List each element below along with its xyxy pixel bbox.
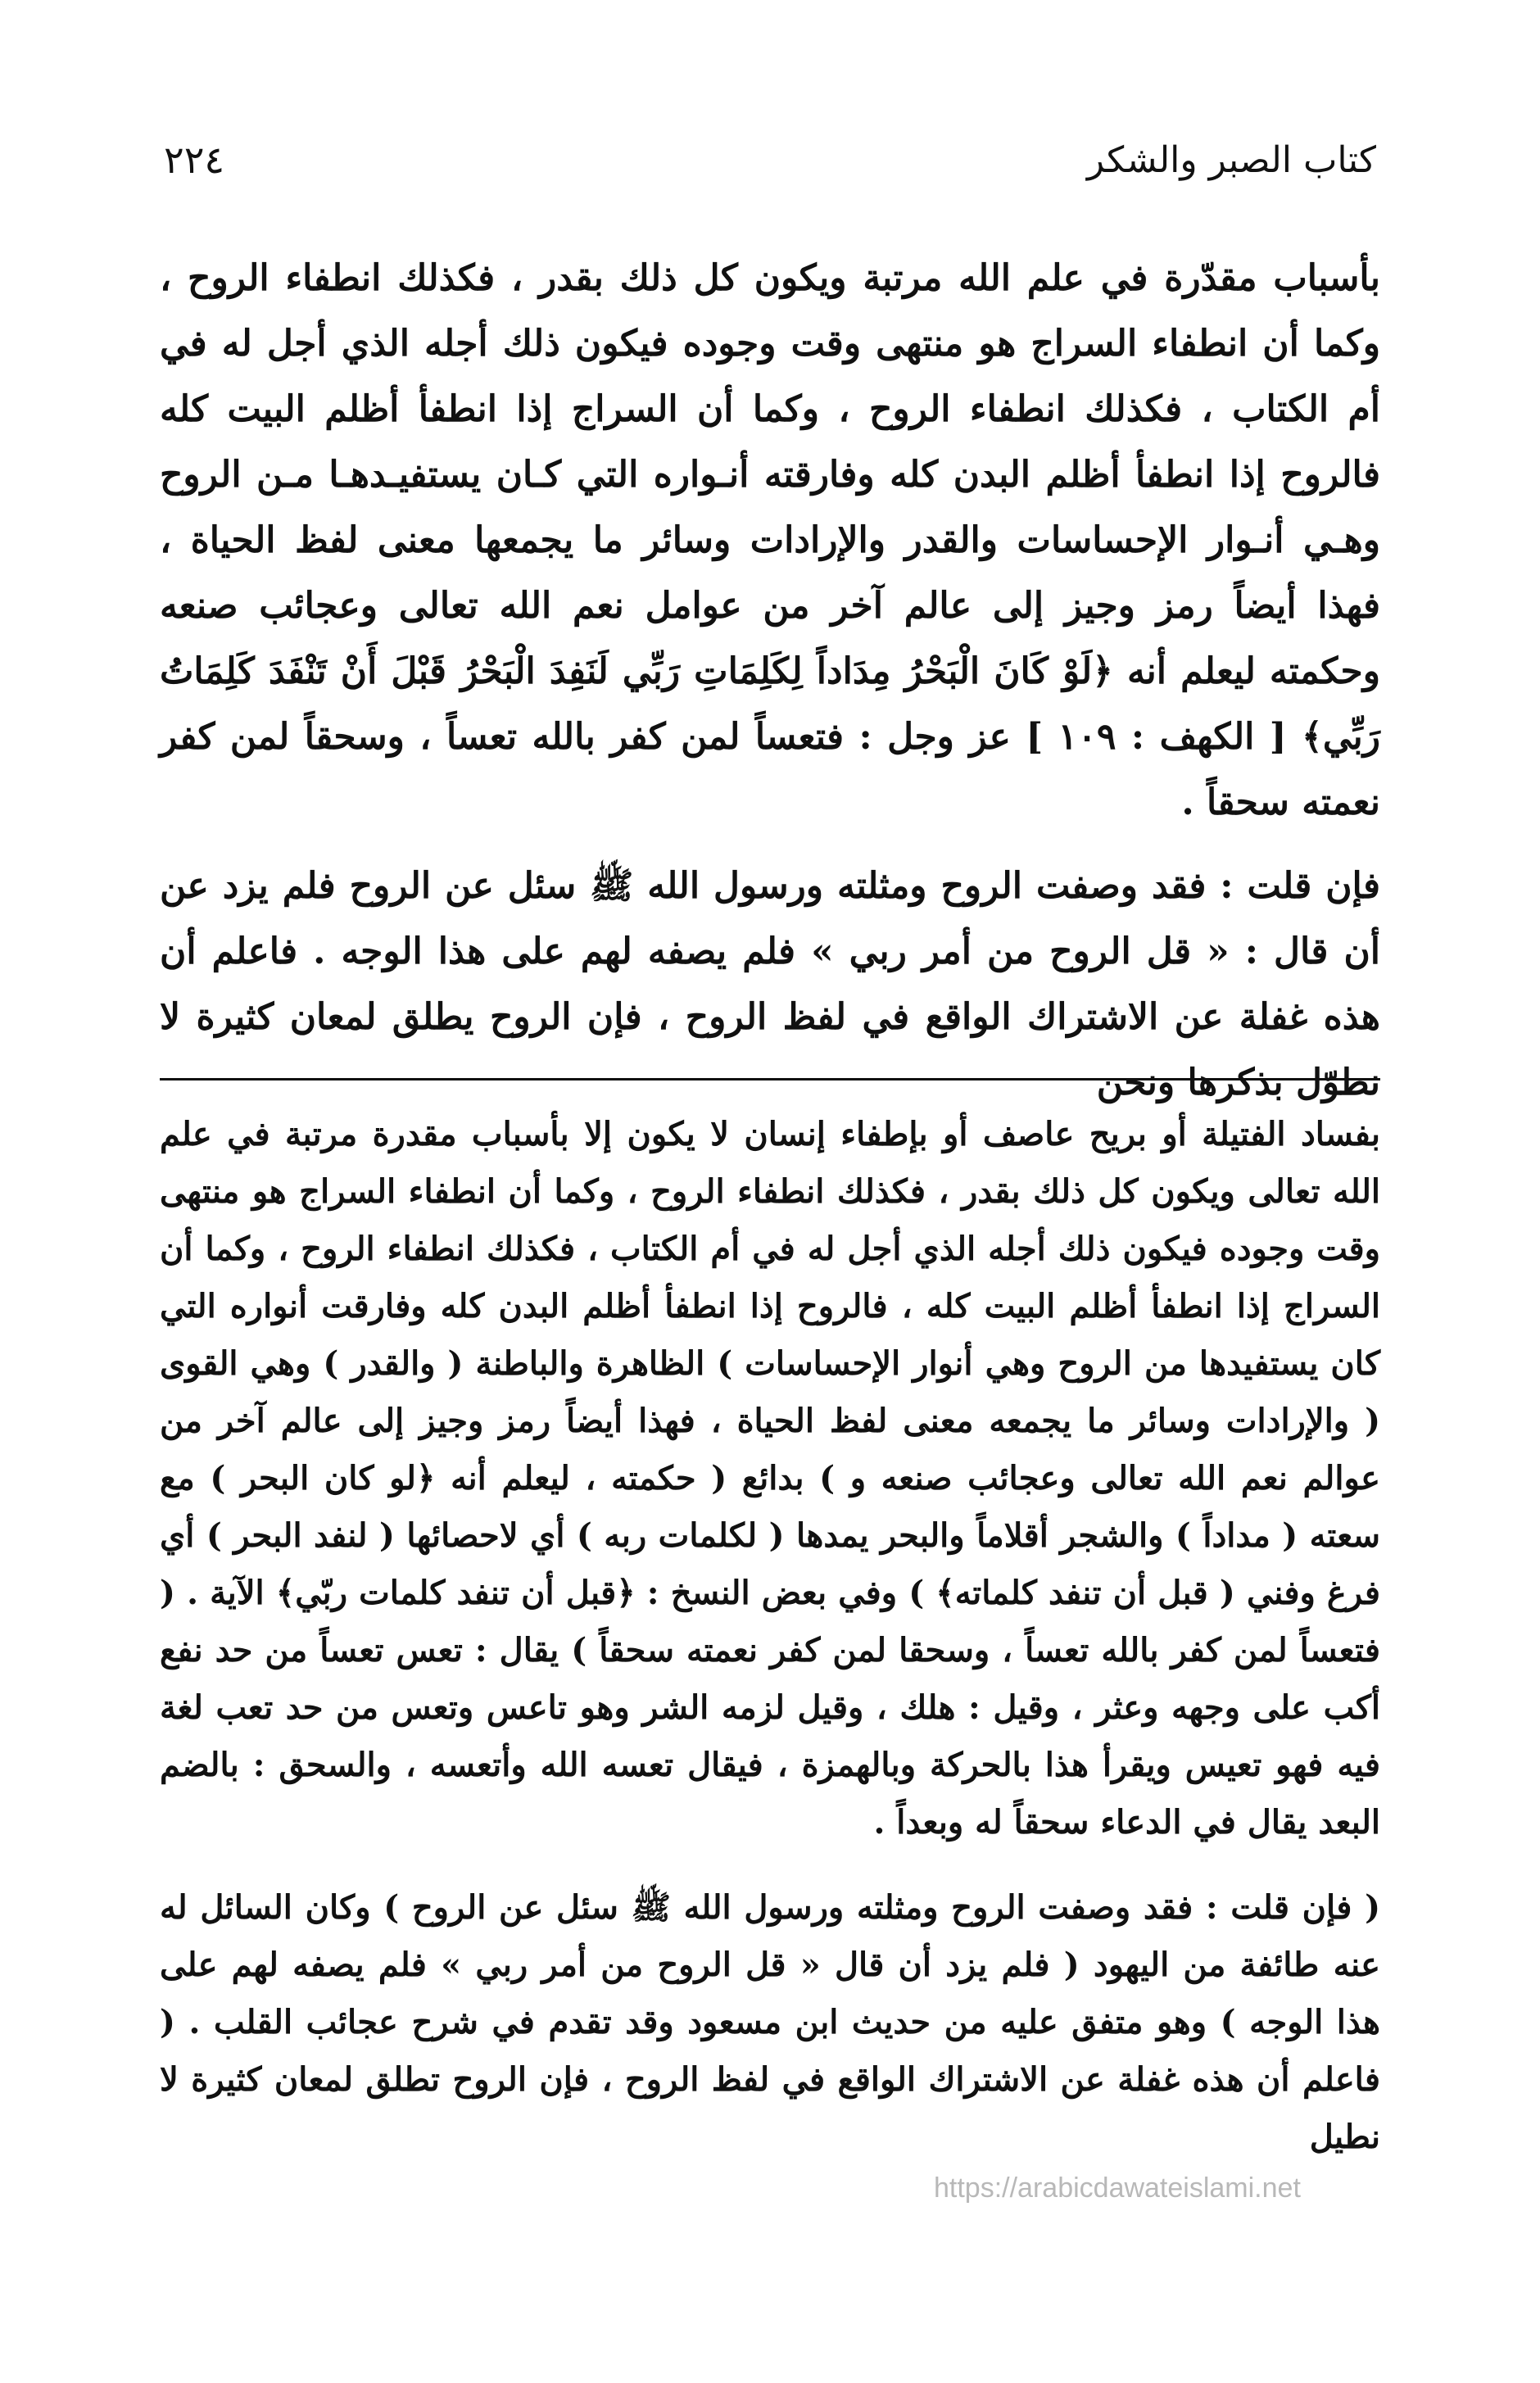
page-number: ٢٢٤	[164, 138, 225, 182]
commentary-text	[160, 1106, 1380, 2194]
commentary-paragraph: ( فإن قلت : فقد وصفت الروح ومثلته ورسول الله ﷺ سئل عن الروح ) وكان السائل له عنه طائفة من اليهود ( فلم يزد أن قال « قل الروح من أمر ربي » فلم يصفه لهم على هذا الوجه ) وهو متفق عليه من حديث ابن مسعود وقد تقدم في شرح عجائب القلب . ( فاعلم أن هذه غفلة عن الاشتراك الواقع في لفظ الروح ، فإن الروح تطلق لمعان كثيرة لا نطيل	[160, 1888, 1380, 2156]
page-header	[164, 131, 1376, 188]
footnote-divider	[160, 1078, 1380, 1081]
book-title: كتاب الصبر والشكر	[1086, 138, 1376, 181]
main-text	[160, 246, 1380, 1134]
main-paragraph: فإن قلت : فقد وصفت الروح ومثلته ورسول الله ﷺ سئل عن الروح فلم يزد عن أن قال : « قل الروح من أمر ربي » فلم يصفه لهم على هذا الوجه . فاعلم أن هذه غفلة عن الاشتراك الواقع في لفظ الروح ، فإن الروح يطلق لمعان كثيرة لا نطوّل بذكرها ونحن	[160, 865, 1380, 1103]
main-paragraph: بأسباب مقدّرة في علم الله مرتبة ويكون كل ذلك بقدر ، فكذلك انطفاء الروح ، وكما أن انطفاء السراج هو منتهى وقت وجوده فيكون ذلك أجله الذي أجل له في أم الكتاب ، فكذلك انطفاء الروح ، وكما أن السراج إذا انطفأ أظلم البيت كله فالروح إذا انطفأ أظلم البدن كله وفارقته أنـواره التي كـان يستفيـدهـا مـن الروح وهـي أنـوار الإحساسات والقدر والإرادات وسائر ما يجمعها معنى لفظ الحياة ، فهذا أيضاً رمز وجيز إلى عالم آخر من عوامل نعم الله تعالى وعجائب صنعه وحكمته ليعلم أنه ﴿لَوْ كَانَ الْبَحْرُ مِدَاداً لِكَلِمَاتِ رَبِّي لَنَفِدَ الْبَحْرُ قَبْلَ أَنْ تَنْفَدَ كَلِمَاتُ رَبِّي﴾ [ الكهف : ١٠٩ ] عز وجل : فتعساً لمن كفر بالله تعساً ، وسحقاً لمن كفر نعمته سحقاً .	[160, 257, 1380, 823]
commentary-paragraph: بفساد الفتيلة أو بريح عاصف أو بإطفاء إنسان لا يكون إلا بأسباب مقدرة مرتبة في علم الله تعالى ويكون كل ذلك بقدر ، فكذلك انطفاء الروح ، وكما أن انطفاء السراج هو منتهى وقت وجوده فيكون ذلك أجله الذي أجل له في أم الكتاب ، فكذلك انطفاء الروح ، وكما أن السراج إذا انطفأ أظلم البيت كله ، فالروح إذا انطفأ أظلم البدن كله وفارقت أنواره التي كان يستفيدها من الروح وهي أنوار الإحساسات ) الظاهرة والباطنة ( والقدر ) وهي القوى ( والإرادات وسائر ما يجمعه معنى لفظ الحياة ، فهذا أيضاً رمز وجيز إلى عالم آخر من عوالم نعم الله تعالى وعجائب صنعه و ) بدائع ( حكمته ، ليعلم أنه ﴿لو كان البحر ) مع سعته ( مداداً ) والشجر أقلاماً والبحر يمدها ( لكلمات ربه ) أي لاحصائها ( لنفد البحر ) أي فرغ وفني ( قبل أن تنفد كلماته﴾ ) وفي بعض النسخ : ﴿قبل أن تنفد كلمات ربّي﴾ الآية . ( فتعساً لمن كفر بالله تعساً ، وسحقا لمن كفر نعمته سحقاً ) يقال : تعس تعساً من حد نفع أكب على وجهه وعثر ، وقيل : هلك ، وقيل لزمه الشر وهو تاعس وتعس من حد تعب لغة فيه فهو تعيس ويقرأ هذا بالحركة وبالهمزة ، فيقال تعسه الله وأتعسه ، والسحق : بالضم البعد يقال في الدعاء سحقاً له وبعداً .	[160, 1115, 1380, 1842]
watermark-url: https://arabicdawateislami.net	[934, 2172, 1301, 2204]
